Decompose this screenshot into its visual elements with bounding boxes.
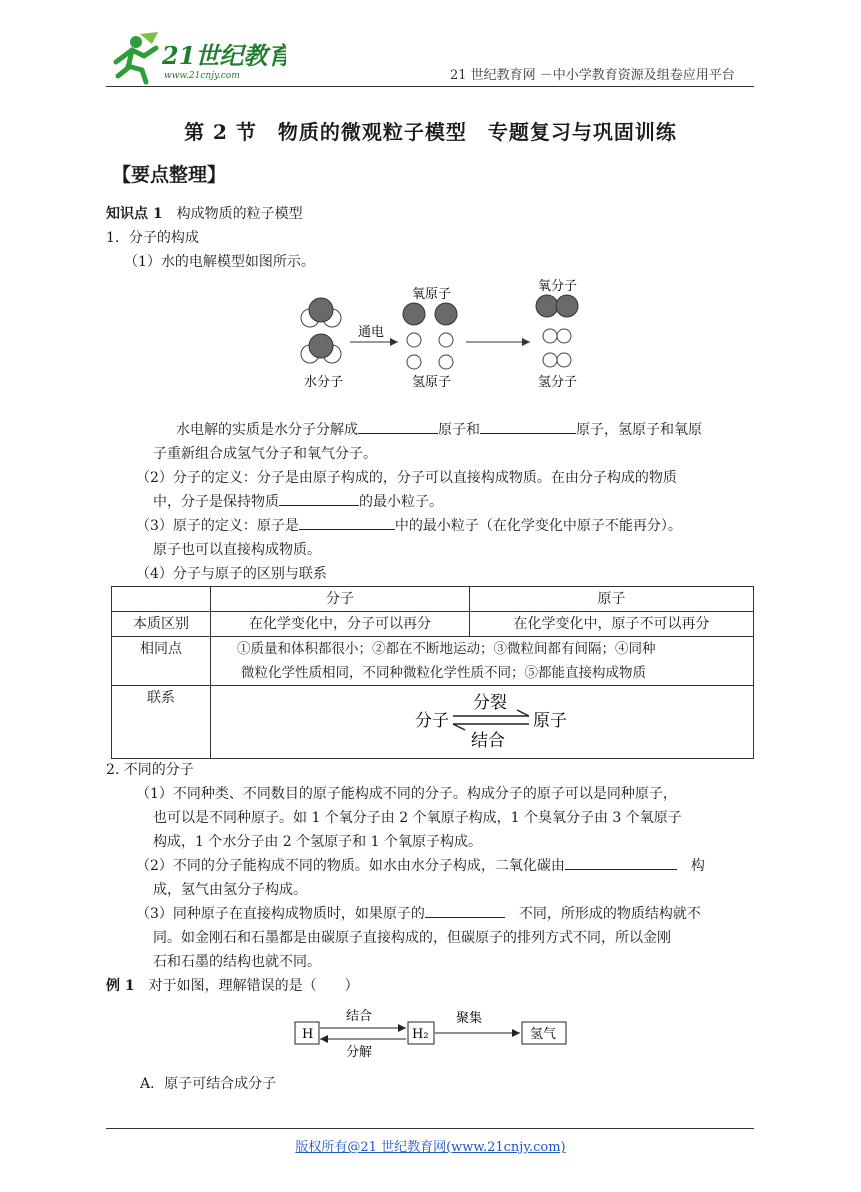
hydrogen-molecule-label: 氢分子 bbox=[538, 375, 578, 390]
svg-text:氢气: 氢气 bbox=[530, 1027, 557, 1042]
water-molecule bbox=[301, 298, 341, 327]
paragraph: 子重新组合成氢气分子和氧气分子。 bbox=[153, 446, 377, 462]
hydrogen-atom-label: 氢原子 bbox=[412, 375, 452, 390]
hydrogen-diagram bbox=[292, 1008, 572, 1060]
paragraph: （1）不同种类、不同数目的原子能构成不同的分子。构成分子的原子可以是同种原子， bbox=[136, 786, 677, 802]
runner-icon bbox=[116, 32, 158, 82]
paragraph: 构成，1 个水分子由 2 个氢原子和 1 个氧原子构成。 bbox=[153, 834, 482, 850]
section-heading: 【要点整理】 bbox=[112, 164, 227, 186]
logo-url: www.21cnjy.com bbox=[164, 71, 240, 81]
hydrogen-molecule bbox=[543, 329, 557, 343]
fill-blank[interactable] bbox=[425, 902, 505, 918]
kp-label: 知识点 1 bbox=[106, 206, 163, 222]
fill-blank[interactable] bbox=[480, 418, 576, 434]
table-cell: 在化学变化中，分子可以再分 bbox=[211, 612, 470, 637]
table-row bbox=[112, 612, 754, 637]
option-a[interactable]: A．原子可结合成分子 bbox=[140, 1076, 277, 1092]
fill-blank[interactable] bbox=[565, 854, 677, 870]
hydrogen-molecule bbox=[543, 353, 557, 367]
relation-top: 分裂 bbox=[473, 693, 507, 713]
decompose-label: 分解 bbox=[346, 1045, 373, 1060]
site-tagline: 21 世纪教育网 －中小学教育资源及组卷应用平台 bbox=[450, 68, 735, 83]
table-row bbox=[112, 637, 754, 686]
oxygen-molecule-label: 氧分子 bbox=[538, 279, 578, 294]
gather-label: 聚集 bbox=[456, 1011, 483, 1026]
table-row bbox=[112, 587, 754, 612]
paragraph: （2）分子的定义：分子是由原子构成的，分子可以直接构成物质。在由分子构成的物质 bbox=[136, 470, 677, 486]
hydrogen-atom bbox=[407, 355, 421, 369]
table-header: 原子 bbox=[470, 587, 754, 612]
copyright-link[interactable]: 版权所有@21 世纪教育网(www.21cnjy.com) bbox=[295, 1140, 566, 1155]
hydrogen-atom bbox=[439, 355, 453, 369]
paragraph: （1）水的电解模型如图所示。 bbox=[124, 254, 315, 270]
fill-blank[interactable] bbox=[358, 418, 438, 434]
table-cell: 在化学变化中，原子不可以再分 bbox=[470, 612, 754, 637]
hydrogen-atom bbox=[407, 333, 421, 347]
oxygen-molecule bbox=[536, 295, 558, 317]
paragraph: 水电解的实质是水分子分解成 原子和 原子，氢原子和氧原 bbox=[176, 418, 702, 442]
arrow-icon bbox=[320, 1035, 328, 1043]
footer-divider bbox=[106, 1128, 754, 1129]
logo-text: 21世纪教育 bbox=[162, 41, 286, 70]
relation-right: 原子 bbox=[533, 711, 567, 731]
header-divider bbox=[106, 86, 754, 87]
knowledge-point-1 bbox=[106, 202, 303, 226]
oxygen-atom-label: 氧原子 bbox=[412, 287, 452, 302]
paragraph: 也可以是不同种原子。如 1 个氧分子由 2 个氧原子构成，1 个臭氧分子由 3 个氧原子 bbox=[153, 810, 682, 826]
paragraph: 原子也可以直接构成物质。 bbox=[153, 542, 321, 558]
paragraph: （3）原子的定义：原子是 中的最小粒子（在化学变化中原子不能再分）。 bbox=[136, 514, 682, 538]
table-cell bbox=[211, 686, 754, 759]
relation-diagram bbox=[411, 686, 611, 750]
subsection-heading: 2. 不同的分子 bbox=[106, 762, 194, 778]
subsection-heading: 1．分子的构成 bbox=[106, 230, 199, 246]
paragraph: （4）分子与原子的区别与联系 bbox=[136, 566, 327, 582]
page-title: 第 2 节 物质的微观粒子模型 专题复习与巩固训练 bbox=[184, 120, 677, 144]
relation-left: 分子 bbox=[415, 711, 449, 731]
fill-blank[interactable] bbox=[279, 490, 359, 506]
fill-blank[interactable] bbox=[299, 514, 395, 530]
paragraph: （3）同种原子在直接构成物质时，如果原子的 不同，所形成的物质结构就不 bbox=[136, 902, 701, 926]
oxygen-atom bbox=[403, 303, 425, 325]
table-cell: 联系 bbox=[112, 686, 211, 759]
table-row bbox=[112, 686, 754, 759]
molecule-atom-table bbox=[111, 586, 754, 759]
table-cell: ①质量和体积都很小；②都在不断地运动；③微粒间都有间隔；④同种 微粒化学性质相同，不同种微粒化学性质不同；⑤都能直接构成物质 bbox=[211, 637, 754, 686]
electrolysis-diagram bbox=[290, 278, 600, 396]
paragraph: 同。如金刚石和石墨都是由碳原子直接构成的，但碳原子的排列方式不同，所以金刚 bbox=[153, 930, 671, 946]
water-label: 水分子 bbox=[304, 375, 344, 390]
table-cell: 本质区别 bbox=[112, 612, 211, 637]
relation-bottom: 结合 bbox=[471, 731, 505, 750]
site-logo[interactable] bbox=[106, 30, 286, 86]
water-molecule bbox=[301, 334, 341, 363]
table-cell: 相同点 bbox=[112, 637, 211, 686]
oxygen-atom bbox=[435, 303, 457, 325]
paragraph: 中，分子是保持物质 的最小粒子。 bbox=[153, 490, 443, 514]
example-question: 例 1 对于如图，理解错误的是（ ） bbox=[106, 978, 359, 994]
electrolysis-label: 通电 bbox=[358, 325, 385, 340]
paragraph: 成，氢气由氢分子构成。 bbox=[153, 882, 307, 898]
paragraph: 石和石墨的结构也就不同。 bbox=[153, 954, 321, 970]
hydrogen-atom bbox=[439, 333, 453, 347]
combine-label: 结合 bbox=[346, 1009, 373, 1024]
kp-text: 构成物质的粒子模型 bbox=[176, 206, 303, 222]
svg-text:H: H bbox=[302, 1027, 314, 1042]
paragraph: （2）不同的分子能构成不同的物质。如水由水分子构成，二氧化碳由 构 bbox=[136, 854, 705, 878]
arrow-icon bbox=[517, 710, 529, 716]
svg-text:H₂: H₂ bbox=[412, 1027, 429, 1042]
table-header: 分子 bbox=[211, 587, 470, 612]
arrow-icon bbox=[512, 1029, 520, 1037]
arrow-icon bbox=[398, 1024, 406, 1032]
